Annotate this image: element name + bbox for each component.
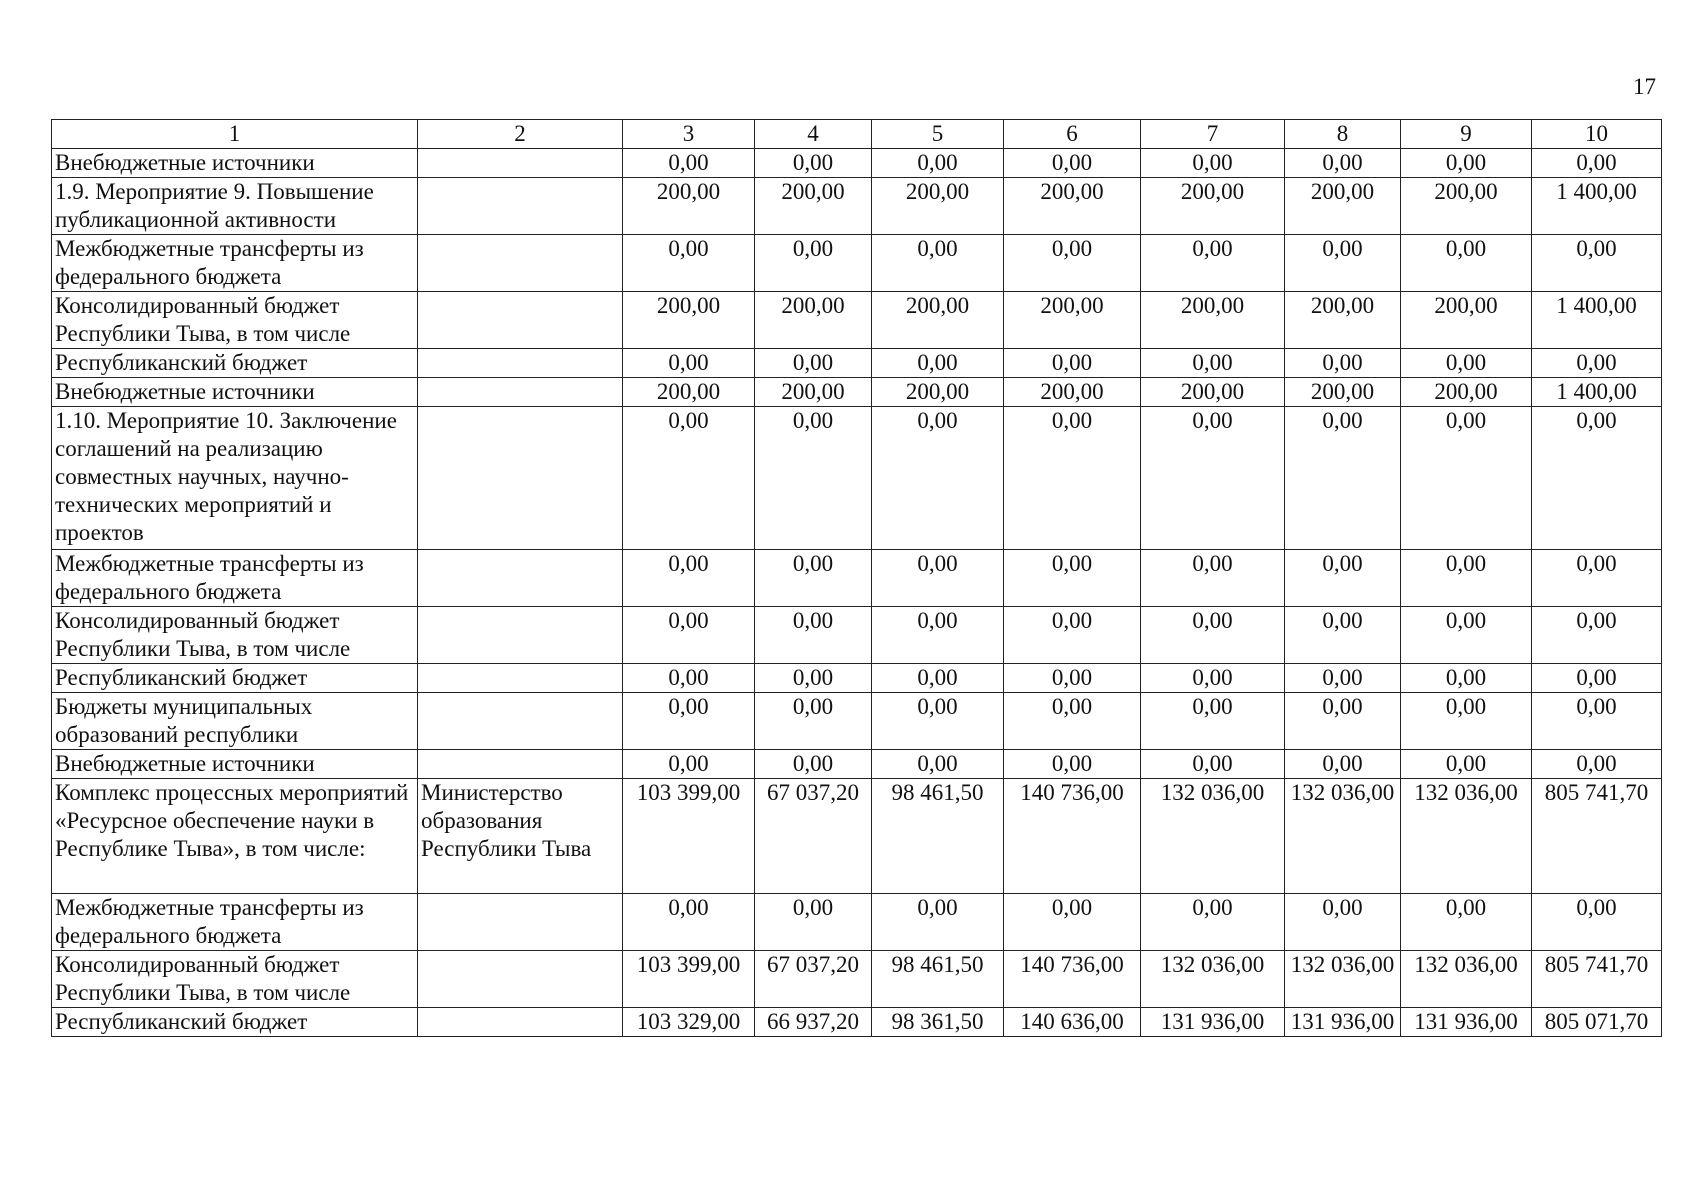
table-body — [52, 120, 1662, 1037]
value-cell: 0,00 — [1141, 407, 1285, 550]
row-name: 1.10. Мероприятие 10. Заключение соглашений на реализацию совместных научных, научно-технических мероприятий и проектов — [52, 407, 418, 550]
value-cell: 0,00 — [1401, 750, 1532, 779]
table-row — [52, 292, 1662, 349]
value-cell: 0,00 — [1004, 607, 1141, 664]
value-cell: 0,00 — [1532, 894, 1662, 951]
value-cell: 200,00 — [623, 378, 755, 407]
table-row — [52, 349, 1662, 378]
row-executor — [418, 550, 623, 607]
value-cell: 200,00 — [1401, 378, 1532, 407]
value-cell: 0,00 — [1285, 235, 1401, 292]
row-executor — [418, 407, 623, 550]
value-cell: 0,00 — [755, 693, 872, 750]
column-number-1: 1 — [52, 120, 418, 149]
row-name: Внебюджетные источники — [52, 149, 418, 178]
value-cell: 0,00 — [1401, 349, 1532, 378]
table-row — [52, 178, 1662, 235]
value-cell: 66 937,20 — [755, 1008, 872, 1037]
row-name: Республиканский бюджет — [52, 349, 418, 378]
value-cell: 0,00 — [623, 664, 755, 693]
value-cell: 0,00 — [1285, 607, 1401, 664]
table-row — [52, 550, 1662, 607]
column-number-9: 9 — [1401, 120, 1532, 149]
value-cell: 200,00 — [755, 378, 872, 407]
value-cell: 0,00 — [1004, 664, 1141, 693]
row-executor — [418, 292, 623, 349]
value-cell: 0,00 — [1141, 894, 1285, 951]
table-row — [52, 149, 1662, 178]
value-cell: 1 400,00 — [1532, 178, 1662, 235]
value-cell: 0,00 — [1532, 149, 1662, 178]
value-cell: 200,00 — [872, 292, 1004, 349]
row-executor — [418, 1008, 623, 1037]
table-row — [52, 779, 1662, 894]
value-cell: 0,00 — [623, 407, 755, 550]
value-cell: 200,00 — [623, 292, 755, 349]
value-cell: 0,00 — [755, 664, 872, 693]
value-cell: 200,00 — [872, 178, 1004, 235]
value-cell: 200,00 — [1141, 378, 1285, 407]
row-executor — [418, 951, 623, 1008]
value-cell: 0,00 — [1532, 693, 1662, 750]
value-cell: 0,00 — [623, 550, 755, 607]
row-name: Внебюджетные источники — [52, 378, 418, 407]
row-name: Внебюджетные источники — [52, 750, 418, 779]
value-cell: 0,00 — [1532, 349, 1662, 378]
header-row — [52, 120, 1662, 149]
value-cell: 200,00 — [623, 178, 755, 235]
value-cell: 0,00 — [1285, 750, 1401, 779]
row-name: Межбюджетные трансферты из федерального бюджета — [52, 894, 418, 951]
value-cell: 0,00 — [1141, 750, 1285, 779]
value-cell: 200,00 — [1141, 178, 1285, 235]
value-cell: 0,00 — [755, 894, 872, 951]
value-cell: 200,00 — [1004, 178, 1141, 235]
table-row — [52, 894, 1662, 951]
column-number-4: 4 — [755, 120, 872, 149]
value-cell: 67 037,20 — [755, 951, 872, 1008]
row-name: Межбюджетные трансферты из федерального бюджета — [52, 550, 418, 607]
value-cell: 0,00 — [872, 750, 1004, 779]
value-cell: 200,00 — [1141, 292, 1285, 349]
value-cell: 0,00 — [1285, 693, 1401, 750]
value-cell: 0,00 — [1401, 407, 1532, 550]
value-cell: 132 036,00 — [1285, 779, 1401, 894]
value-cell: 0,00 — [755, 349, 872, 378]
value-cell: 0,00 — [1004, 894, 1141, 951]
value-cell: 805 741,70 — [1532, 779, 1662, 894]
value-cell: 0,00 — [1004, 407, 1141, 550]
value-cell: 0,00 — [1141, 235, 1285, 292]
value-cell: 0,00 — [755, 750, 872, 779]
table-row — [52, 1008, 1662, 1037]
column-number-5: 5 — [872, 120, 1004, 149]
row-executor — [418, 750, 623, 779]
value-cell: 1 400,00 — [1532, 378, 1662, 407]
value-cell: 0,00 — [1004, 750, 1141, 779]
row-executor — [418, 178, 623, 235]
value-cell: 0,00 — [623, 349, 755, 378]
column-number-8: 8 — [1285, 120, 1401, 149]
value-cell: 0,00 — [1401, 607, 1532, 664]
value-cell: 0,00 — [1285, 407, 1401, 550]
value-cell: 0,00 — [755, 550, 872, 607]
value-cell: 200,00 — [1004, 378, 1141, 407]
value-cell: 0,00 — [1004, 349, 1141, 378]
row-executor — [418, 149, 623, 178]
table-row — [52, 407, 1662, 550]
budget-table — [51, 119, 1662, 1037]
value-cell: 805 741,70 — [1532, 951, 1662, 1008]
value-cell: 0,00 — [1141, 349, 1285, 378]
value-cell: 0,00 — [872, 693, 1004, 750]
value-cell: 200,00 — [755, 178, 872, 235]
value-cell: 0,00 — [1004, 550, 1141, 607]
value-cell: 0,00 — [1401, 235, 1532, 292]
value-cell: 131 936,00 — [1285, 1008, 1401, 1037]
value-cell: 0,00 — [623, 894, 755, 951]
row-name: Межбюджетные трансферты из федерального бюджета — [52, 235, 418, 292]
value-cell: 0,00 — [1141, 693, 1285, 750]
row-name: Республиканский бюджет — [52, 1008, 418, 1037]
column-number-10: 10 — [1532, 120, 1662, 149]
value-cell: 132 036,00 — [1401, 951, 1532, 1008]
value-cell: 140 736,00 — [1004, 779, 1141, 894]
value-cell: 0,00 — [872, 664, 1004, 693]
value-cell: 805 071,70 — [1532, 1008, 1662, 1037]
value-cell: 0,00 — [1141, 149, 1285, 178]
value-cell: 0,00 — [755, 607, 872, 664]
value-cell: 0,00 — [1285, 664, 1401, 693]
value-cell: 0,00 — [1532, 235, 1662, 292]
value-cell: 0,00 — [872, 607, 1004, 664]
table-row — [52, 693, 1662, 750]
value-cell: 0,00 — [623, 235, 755, 292]
row-name: Консолидированный бюджет Республики Тыва, в том числе — [52, 951, 418, 1008]
value-cell: 103 399,00 — [623, 951, 755, 1008]
value-cell: 0,00 — [872, 349, 1004, 378]
value-cell: 0,00 — [1004, 149, 1141, 178]
value-cell: 0,00 — [1401, 664, 1532, 693]
value-cell: 132 036,00 — [1141, 951, 1285, 1008]
value-cell: 98 461,50 — [872, 779, 1004, 894]
value-cell: 0,00 — [1285, 550, 1401, 607]
value-cell: 0,00 — [1401, 149, 1532, 178]
row-executor — [418, 607, 623, 664]
table-row — [52, 235, 1662, 292]
table-row — [52, 378, 1662, 407]
row-executor: Министерство образования Республики Тыва — [418, 779, 623, 894]
value-cell: 0,00 — [1141, 664, 1285, 693]
value-cell: 131 936,00 — [1401, 1008, 1532, 1037]
value-cell: 0,00 — [1532, 664, 1662, 693]
value-cell: 200,00 — [1401, 292, 1532, 349]
row-executor — [418, 894, 623, 951]
row-executor — [418, 235, 623, 292]
value-cell: 98 461,50 — [872, 951, 1004, 1008]
value-cell: 98 361,50 — [872, 1008, 1004, 1037]
value-cell: 1 400,00 — [1532, 292, 1662, 349]
value-cell: 103 399,00 — [623, 779, 755, 894]
row-executor — [418, 693, 623, 750]
value-cell: 0,00 — [1285, 349, 1401, 378]
table-row — [52, 951, 1662, 1008]
value-cell: 140 736,00 — [1004, 951, 1141, 1008]
table-row — [52, 664, 1662, 693]
value-cell: 0,00 — [1004, 235, 1141, 292]
value-cell: 0,00 — [1141, 550, 1285, 607]
value-cell: 0,00 — [872, 149, 1004, 178]
row-executor — [418, 664, 623, 693]
value-cell: 0,00 — [1401, 693, 1532, 750]
value-cell: 0,00 — [623, 149, 755, 178]
value-cell: 132 036,00 — [1141, 779, 1285, 894]
value-cell: 0,00 — [1532, 607, 1662, 664]
value-cell: 132 036,00 — [1285, 951, 1401, 1008]
column-number-3: 3 — [623, 120, 755, 149]
value-cell: 0,00 — [755, 149, 872, 178]
value-cell: 0,00 — [872, 894, 1004, 951]
value-cell: 0,00 — [623, 693, 755, 750]
value-cell: 0,00 — [1532, 407, 1662, 550]
value-cell: 0,00 — [623, 750, 755, 779]
value-cell: 200,00 — [755, 292, 872, 349]
value-cell: 0,00 — [1401, 550, 1532, 607]
value-cell: 0,00 — [1004, 693, 1141, 750]
value-cell: 0,00 — [1285, 149, 1401, 178]
value-cell: 200,00 — [1285, 178, 1401, 235]
value-cell: 67 037,20 — [755, 779, 872, 894]
value-cell: 0,00 — [1285, 894, 1401, 951]
column-number-2: 2 — [418, 120, 623, 149]
value-cell: 200,00 — [1285, 292, 1401, 349]
page-number: 17 — [1633, 74, 1656, 99]
value-cell: 0,00 — [872, 235, 1004, 292]
column-number-7: 7 — [1141, 120, 1285, 149]
table-row — [52, 607, 1662, 664]
value-cell: 0,00 — [872, 407, 1004, 550]
value-cell: 140 636,00 — [1004, 1008, 1141, 1037]
value-cell: 0,00 — [872, 550, 1004, 607]
row-name: Консолидированный бюджет Республики Тыва, в том числе — [52, 292, 418, 349]
column-number-6: 6 — [1004, 120, 1141, 149]
value-cell: 0,00 — [1532, 550, 1662, 607]
value-cell: 0,00 — [1401, 894, 1532, 951]
value-cell: 131 936,00 — [1141, 1008, 1285, 1037]
value-cell: 0,00 — [755, 235, 872, 292]
value-cell: 132 036,00 — [1401, 779, 1532, 894]
value-cell: 0,00 — [755, 407, 872, 550]
value-cell: 200,00 — [872, 378, 1004, 407]
value-cell: 200,00 — [1401, 178, 1532, 235]
row-name: Республиканский бюджет — [52, 664, 418, 693]
row-name: Комплекс процессных мероприятий «Ресурсное обеспечение науки в Республике Тыва», в том числе: — [52, 779, 418, 894]
value-cell: 0,00 — [1141, 607, 1285, 664]
row-executor — [418, 349, 623, 378]
table-row — [52, 750, 1662, 779]
row-executor — [418, 378, 623, 407]
row-name: Бюджеты муниципальных образований республики — [52, 693, 418, 750]
row-name: 1.9. Мероприятие 9. Повышение публикационной активности — [52, 178, 418, 235]
value-cell: 200,00 — [1285, 378, 1401, 407]
value-cell: 0,00 — [1532, 750, 1662, 779]
value-cell: 0,00 — [623, 607, 755, 664]
value-cell: 200,00 — [1004, 292, 1141, 349]
row-name: Консолидированный бюджет Республики Тыва, в том числе — [52, 607, 418, 664]
value-cell: 103 329,00 — [623, 1008, 755, 1037]
